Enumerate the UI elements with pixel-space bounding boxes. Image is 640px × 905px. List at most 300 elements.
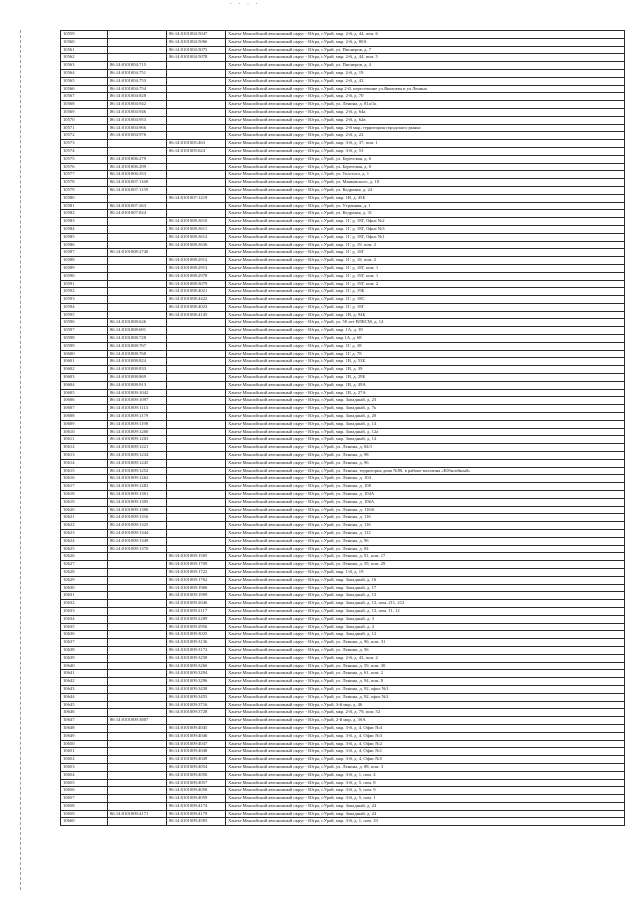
premises-cadastral-cell	[167, 459, 226, 467]
premises-cadastral-cell	[167, 116, 226, 124]
premises-cadastral-cell: 86:14:0101008:3079	[167, 280, 226, 288]
address-cell: Ханты-Мансийский автономный округ - Югра, г.Урай, мкр. 3-й, д. 4, Офис №1	[226, 748, 625, 756]
premises-cadastral-cell: 86:14:0101005:463	[167, 140, 226, 148]
premises-cadastral-cell: 86:14:0101009:3455	[167, 693, 226, 701]
address-cell: Ханты-Мансийский автономный округ - Югра, г.Урай, ул. Ленина, д. 81а/1к	[226, 101, 625, 109]
land-cadastral-cell: 86:14:0101009:1203	[108, 436, 167, 444]
address-cell: Ханты-Мансийский автономный округ - Югра, г.Урай, мкр. 1В, д. 49А	[226, 381, 625, 389]
land-cadastral-cell: 86:14:0101008:728	[108, 335, 167, 343]
land-cadastral-cell	[108, 288, 167, 296]
table-row	[61, 381, 625, 389]
premises-cadastral-cell: 86:14:0101009:4058	[167, 787, 226, 795]
land-cadastral-cell: 86:14:0101007:1160	[108, 179, 167, 187]
address-cell: Ханты-Мансийский автономный округ - Югра, г.Урай, мкр. Западный, д. 24	[226, 802, 625, 810]
address-cell: Ханты-Мансийский автономный округ - Югра, г.Урай, ул. Пионеров, д. 4	[226, 62, 625, 70]
address-cell: Ханты-Мансийский автономный округ - Югра, г.Урай, мкр. 1Г, д. 18Г, Офис №3	[226, 225, 625, 233]
row-number-cell: 10628	[61, 568, 108, 576]
address-cell: Ханты-Мансийский автономный округ - Югра, г.Урай, ул. Ленина, д. 91, пом. 17	[226, 553, 625, 561]
land-cadastral-cell: 86:14:0101004:751	[108, 69, 167, 77]
table-row	[61, 646, 625, 654]
row-number-cell: 10595	[61, 311, 108, 319]
land-cadastral-cell	[108, 631, 167, 639]
property-register-table	[60, 30, 625, 826]
row-number-cell: 10647	[61, 717, 108, 725]
register-table-body	[61, 31, 625, 826]
land-cadastral-cell: 86:14:0101009:1245	[108, 459, 167, 467]
address-cell: Ханты-Мансийский автономный округ - Югра, г.Урай, мкр. 1Г, д. 19Г, пом. 2	[226, 280, 625, 288]
table-row	[61, 342, 625, 350]
address-cell: Ханты-Мансийский автономный округ - Югра, г.Урай, мкр. Западный, д. 12а	[226, 428, 625, 436]
address-cell: Ханты-Мансийский автономный округ - Югра, г.Урай, 3-й мкр, д. 46	[226, 701, 625, 709]
table-row	[61, 662, 625, 670]
premises-cadastral-cell	[167, 381, 226, 389]
premises-cadastral-cell: 86:14:0101009:1762	[167, 576, 226, 584]
land-cadastral-cell	[108, 31, 167, 39]
premises-cadastral-cell: 86:14:0101009:1906	[167, 584, 226, 592]
premises-cadastral-cell: 86:14:0101009:3025	[167, 631, 226, 639]
row-number-cell: 10613	[61, 452, 108, 460]
premises-cadastral-cell	[167, 545, 226, 553]
table-row	[61, 405, 625, 413]
row-number-cell: 10589	[61, 264, 108, 272]
land-cadastral-cell: 86:14:0101004:828	[108, 93, 167, 101]
premises-cadastral-cell: 86:14:0101008:2912	[167, 257, 226, 265]
premises-cadastral-cell: 86:14:0101009:1909	[167, 592, 226, 600]
table-row	[61, 701, 625, 709]
table-row	[61, 77, 625, 85]
premises-cadastral-cell	[167, 171, 226, 179]
row-number-cell: 10611	[61, 436, 108, 444]
address-cell: Ханты-Мансийский автономный округ - Югра, г.Урай, ул. Ленина, д. 92, офис №3	[226, 685, 625, 693]
address-cell: Ханты-Мансийский автономный округ - Югра, г.Урай, мкр. Западный, д. 16	[226, 576, 625, 584]
premises-cadastral-cell: 86:14:0101008:3612	[167, 233, 226, 241]
table-row	[61, 46, 625, 54]
table-row	[61, 600, 625, 608]
table-row	[61, 374, 625, 382]
row-number-cell: 10574	[61, 147, 108, 155]
land-cadastral-cell	[108, 748, 167, 756]
address-cell: Ханты-Мансийский автономный округ - Югра, г.Урай, мкр. 1Г, д. 18Г, Офис №2	[226, 218, 625, 226]
table-row	[61, 724, 625, 732]
address-cell: Ханты-Мансийский автономный округ - Югра, г.Урай, мкр. 3-й, д. 5, пом. 9	[226, 787, 625, 795]
land-cadastral-cell	[108, 639, 167, 647]
premises-cadastral-cell: 86:14:0101008:3610	[167, 218, 226, 226]
premises-cadastral-cell	[167, 452, 226, 460]
address-cell: Ханты-Мансийский автономный округ - Югра, г.Урай, ул. Толстого, д. 1	[226, 171, 625, 179]
premises-cadastral-cell: 86:14:0101009:3266	[167, 662, 226, 670]
address-cell: Ханты-Мансийский автономный округ - Югра, г.Урай, мкр. 3-й, д. 4, Офис №2	[226, 740, 625, 748]
land-cadastral-cell: 86:14:0101009:1301	[108, 491, 167, 499]
land-cadastral-cell: 86:14:0101004:754	[108, 85, 167, 93]
table-row	[61, 771, 625, 779]
row-number-cell: 10586	[61, 241, 108, 249]
land-cadastral-cell: 86:14:0101008:824	[108, 358, 167, 366]
row-number-cell: 10597	[61, 327, 108, 335]
land-cadastral-cell	[108, 225, 167, 233]
table-row	[61, 210, 625, 218]
address-cell: Ханты-Мансийский автономный округ - Югра, г.Урай, мкр. 1Г, д. 19Б	[226, 288, 625, 296]
row-number-cell: 10585	[61, 233, 108, 241]
land-cadastral-cell	[108, 140, 167, 148]
table-row	[61, 498, 625, 506]
table-row	[61, 623, 625, 631]
row-number-cell: 10640	[61, 662, 108, 670]
row-number-cell: 10608	[61, 413, 108, 421]
land-cadastral-cell	[108, 38, 167, 46]
address-cell: Ханты-Мансийский автономный округ - Югра, г.Урай, ул. Ленина, д. 108	[226, 483, 625, 491]
table-row	[61, 615, 625, 623]
row-number-cell: 10638	[61, 646, 108, 654]
table-row	[61, 132, 625, 140]
premises-cadastral-cell	[167, 428, 226, 436]
premises-cadastral-cell: 86:14:0101009:3438	[167, 685, 226, 693]
premises-cadastral-cell	[167, 155, 226, 163]
address-cell: Ханты-Мансийский автономный округ - Югра, г.Урай, ул. Ленина, д. 106А	[226, 498, 625, 506]
row-number-cell: 10616	[61, 475, 108, 483]
land-cadastral-cell: 86:14:0101009:1179	[108, 413, 167, 421]
address-cell: Ханты-Мансийский автономный округ - Югра, г.Урай, мкр. 2-й, д. 70	[226, 93, 625, 101]
address-cell: Ханты-Мансийский автономный округ - Югра, г.Урай, мкр. 3-й, д. 1, пом. 4	[226, 771, 625, 779]
premises-cadastral-cell	[167, 202, 226, 210]
land-cadastral-cell	[108, 303, 167, 311]
land-cadastral-cell	[108, 615, 167, 623]
premises-cadastral-cell: 86:14:0101009:3258	[167, 654, 226, 662]
address-cell: Ханты-Мансийский автономный округ - Югра, г.Урай, мкр. 1Г, д. 18Г	[226, 249, 625, 257]
row-number-cell: 10631	[61, 592, 108, 600]
land-cadastral-cell	[108, 584, 167, 592]
row-number-cell: 10567	[61, 93, 108, 101]
land-cadastral-cell: 86:14:0101008:767	[108, 342, 167, 350]
address-cell: Ханты-Мансийский автономный округ - Югра, г.Урай, мкр. 1В, д. 53Б	[226, 358, 625, 366]
address-cell: Ханты-Мансийский автономный округ - Югра, г.Урай, мкр. 1В, д. 27А	[226, 389, 625, 397]
table-row	[61, 475, 625, 483]
table-row	[61, 389, 625, 397]
row-number-cell: 10644	[61, 693, 108, 701]
table-row	[61, 319, 625, 327]
row-number-cell: 10656	[61, 787, 108, 795]
land-cadastral-cell	[108, 218, 167, 226]
table-row	[61, 257, 625, 265]
address-cell: Ханты-Мансийский автономный округ - Югра, г.Урай, мкр. Западный, д. 13	[226, 592, 625, 600]
land-cadastral-cell: 86:14:0101006:353	[108, 171, 167, 179]
premises-cadastral-cell: 86:14:0101009:1709	[167, 561, 226, 569]
premises-cadastral-cell: 86:14:0101009:4179	[167, 810, 226, 818]
premises-cadastral-cell: 86:14:0101009:3716	[167, 701, 226, 709]
land-cadastral-cell: 86:14:0101009:1252	[108, 467, 167, 475]
table-row	[61, 241, 625, 249]
table-row	[61, 561, 625, 569]
land-cadastral-cell	[108, 709, 167, 717]
address-cell: Ханты-Мансийский автономный округ - Югра, г.Урай, мкр. Западный, д. 14	[226, 420, 625, 428]
table-row	[61, 693, 625, 701]
premises-cadastral-cell: 86:14:0101008:4023	[167, 303, 226, 311]
table-row	[61, 530, 625, 538]
table-row	[61, 85, 625, 93]
table-row	[61, 467, 625, 475]
table-row	[61, 584, 625, 592]
table-row	[61, 311, 625, 319]
table-row	[61, 459, 625, 467]
land-cadastral-cell: 86:14:0101009:1198	[108, 420, 167, 428]
land-cadastral-cell: 86:14:0101009:1042	[108, 389, 167, 397]
table-row	[61, 288, 625, 296]
table-row	[61, 124, 625, 132]
row-number-cell: 10630	[61, 584, 108, 592]
row-number-cell: 10642	[61, 678, 108, 686]
table-row	[61, 194, 625, 202]
row-number-cell: 10571	[61, 124, 108, 132]
premises-cadastral-cell	[167, 62, 226, 70]
premises-cadastral-cell	[167, 444, 226, 452]
premises-cadastral-cell: 86:14:0101008:2913	[167, 264, 226, 272]
address-cell: Ханты-Мансийский автономный округ - Югра, г.Урай, ул. Ленина, д. 116	[226, 522, 625, 530]
address-cell: Ханты-Мансийский автономный округ - Югра, г.Урай, ул. Ленина, д. 61, пом. 2	[226, 670, 625, 678]
land-cadastral-cell: 86:14:0101007:824	[108, 210, 167, 218]
premises-cadastral-cell	[167, 397, 226, 405]
land-cadastral-cell: 86:14:0101008:833	[108, 366, 167, 374]
table-row	[61, 186, 625, 194]
table-row	[61, 179, 625, 187]
row-number-cell: 10607	[61, 405, 108, 413]
premises-cadastral-cell: 86:14:0101005:624	[167, 147, 226, 155]
land-cadastral-cell	[108, 802, 167, 810]
row-number-cell: 10565	[61, 77, 108, 85]
address-cell: Ханты-Мансийский автономный округ - Югра, г.Урай, мкр. 1Г, д. 18Г	[226, 303, 625, 311]
address-cell: Ханты-Мансийский автономный округ - Югра, г.Урай, мкр. Западный, д. 14	[226, 436, 625, 444]
row-number-cell: 10582	[61, 210, 108, 218]
table-row	[61, 69, 625, 77]
premises-cadastral-cell	[167, 327, 226, 335]
land-cadastral-cell	[108, 795, 167, 803]
address-cell: Ханты-Мансийский автономный округ - Югра, г.Урай, мкр. Западный, д. 17	[226, 584, 625, 592]
table-row	[61, 38, 625, 46]
table-row	[61, 748, 625, 756]
row-number-cell: 10587	[61, 249, 108, 257]
premises-cadastral-cell	[167, 319, 226, 327]
address-cell: Ханты-Мансийский автономный округ - Югра, г.Урай, ул. Береговая, д. 8	[226, 163, 625, 171]
row-number-cell: 10600	[61, 350, 108, 358]
land-cadastral-cell: 86:14:0101006:279	[108, 155, 167, 163]
address-cell: Ханты-Мансийский автономный округ - Югра, г.Урай, ул. Пионеров, д. 7	[226, 46, 625, 54]
table-row	[61, 436, 625, 444]
address-cell: Ханты-Мансийский автономный округ - Югра, г.Урай, ул. Кедровая, д. 31	[226, 210, 625, 218]
premises-cadastral-cell	[167, 413, 226, 421]
premises-cadastral-cell: 86:14:0101009:1505	[167, 553, 226, 561]
land-cadastral-cell: 86:14:0101009:1221	[108, 444, 167, 452]
premises-cadastral-cell: 86:14:0101008:4021	[167, 288, 226, 296]
table-row	[61, 225, 625, 233]
address-cell: Ханты-Мансийский автономный округ - Югра, г.Урай, мкр. 2-й, д. 80А	[226, 38, 625, 46]
row-number-cell: 10598	[61, 335, 108, 343]
address-cell: Ханты-Мансийский автономный округ - Югра, г.Урай, мкр. 3-й, д. 4, Офис №4	[226, 724, 625, 732]
land-cadastral-cell	[108, 654, 167, 662]
address-cell: Ханты-Мансийский автономный округ - Югра, г.Урай, мкр. 2-й, д. 44, пом. 6	[226, 31, 625, 39]
land-cadastral-cell	[108, 732, 167, 740]
row-number-cell: 10633	[61, 607, 108, 615]
land-cadastral-cell: 86:14:0101004:753	[108, 77, 167, 85]
row-number-cell: 10573	[61, 140, 108, 148]
row-number-cell: 10568	[61, 101, 108, 109]
land-cadastral-cell	[108, 600, 167, 608]
address-cell: Ханты-Мансийский автономный округ - Югра, г.Урай, мкр. 1Г, д. 18Г, Офис №1	[226, 233, 625, 241]
land-cadastral-cell: 86:14:0101009:4171	[108, 810, 167, 818]
land-cadastral-cell: 86:14:0101004:942	[108, 101, 167, 109]
land-cadastral-cell: 86:14:0101004:715	[108, 62, 167, 70]
row-number-cell: 10564	[61, 69, 108, 77]
row-number-cell: 10569	[61, 108, 108, 116]
address-cell: Ханты-Мансийский автономный округ - Югра, г.Урай, мкр. 1В, д. 39	[226, 366, 625, 374]
table-row	[61, 397, 625, 405]
address-cell: Ханты-Мансийский автономный округ - Югра, г.Урай, мкр. Западный, д. 20	[226, 413, 625, 421]
land-cadastral-cell	[108, 701, 167, 709]
row-number-cell: 10594	[61, 303, 108, 311]
premises-cadastral-cell: 86:14:0101009:3136	[167, 639, 226, 647]
table-row	[61, 280, 625, 288]
premises-cadastral-cell	[167, 475, 226, 483]
row-number-cell: 10580	[61, 194, 108, 202]
land-cadastral-cell: 86:14:0101009:1262	[108, 475, 167, 483]
premises-cadastral-cell: 86:14:0101008:2978	[167, 272, 226, 280]
table-row	[61, 779, 625, 787]
premises-cadastral-cell	[167, 93, 226, 101]
land-cadastral-cell	[108, 740, 167, 748]
address-cell: Ханты-Мансийский автономный округ - Югра, г.Урай, мкр. 3-й, д. 4, Офис №5	[226, 756, 625, 764]
table-row	[61, 296, 625, 304]
address-cell: Ханты-Мансийский автономный округ - Югра, г.Урай, мкр. 1Г, д. 18Г, пом. 1	[226, 264, 625, 272]
address-cell: Ханты-Мансийский автономный округ - Югра, г.Урай, мкр. 2-й, д. 19	[226, 69, 625, 77]
table-row	[61, 522, 625, 530]
land-cadastral-cell: 86:14:0101008:691	[108, 327, 167, 335]
row-number-cell: 10572	[61, 132, 108, 140]
premises-cadastral-cell: 86:14:0101008:4145	[167, 311, 226, 319]
address-cell: Ханты-Мансийский автономный округ - Югра, г.Урай, ул. Ленина, д. 96	[226, 459, 625, 467]
premises-cadastral-cell	[167, 436, 226, 444]
row-number-cell: 10602	[61, 366, 108, 374]
address-cell: Ханты-Мансийский автономный округ - Югра, г.Урай, ул. Ленина, д. 104А	[226, 491, 625, 499]
land-cadastral-cell: 86:14:0101006:299	[108, 163, 167, 171]
premises-cadastral-cell: 86:14:0101009:4056	[167, 771, 226, 779]
table-row	[61, 568, 625, 576]
land-cadastral-cell	[108, 818, 167, 826]
address-cell: Ханты-Мансийский автономный округ - Югра, г.Урай, мкр. 1Г, д. 18С	[226, 296, 625, 304]
address-cell: Ханты-Мансийский автономный округ - Югра, г.Урай, мкр. Западный, д. 4	[226, 623, 625, 631]
land-cadastral-cell: 86:14:0101009:1306	[108, 506, 167, 514]
address-cell: Ханты-Мансийский автономный округ - Югра, г.Урай, ул. Ленина, д. 56	[226, 646, 625, 654]
land-cadastral-cell	[108, 272, 167, 280]
row-number-cell: 10606	[61, 397, 108, 405]
row-number-cell: 10615	[61, 467, 108, 475]
table-row	[61, 31, 625, 39]
address-cell: Ханты-Мансийский автономный округ - Югра, г.Урай, мкр. 3-й, д. 5, пом. 1	[226, 795, 625, 803]
row-number-cell: 10604	[61, 381, 108, 389]
table-row	[61, 787, 625, 795]
address-cell: Ханты-Мансийский автономный округ - Югра, г.Урай, ул. Ленина, д. 104	[226, 475, 625, 483]
table-row	[61, 795, 625, 803]
land-cadastral-cell	[108, 771, 167, 779]
row-number-cell: 10651	[61, 748, 108, 756]
land-cadastral-cell	[108, 147, 167, 155]
premises-cadastral-cell	[167, 335, 226, 343]
table-row	[61, 639, 625, 647]
premises-cadastral-cell	[167, 389, 226, 397]
table-row	[61, 756, 625, 764]
premises-cadastral-cell: 86:14:0101009:4174	[167, 802, 226, 810]
address-cell: Ханты-Мансийский автономный округ - Югра, г.Урай, мкр. 3-й, д. 1, пом. 33	[226, 818, 625, 826]
land-cadastral-cell: 86:14:0101008:913	[108, 381, 167, 389]
table-row	[61, 576, 625, 584]
land-cadastral-cell	[108, 607, 167, 615]
address-cell: Ханты-Мансийский автономный округ - Югра, г.Урай, ул. Ленина, д. 116	[226, 514, 625, 522]
land-cadastral-cell	[108, 553, 167, 561]
table-row	[61, 740, 625, 748]
address-cell: Ханты-Мансийский автономный округ - Югра, г.Урай, 2-й мкр, д. 3бА	[226, 717, 625, 725]
address-cell: Ханты-Мансийский автономный округ - Югра, г.Урай, мкр. 1В, д. 45Б	[226, 194, 625, 202]
land-cadastral-cell	[108, 194, 167, 202]
address-cell: Ханты-Мансийский автономный округ - Югра, г.Урай, мкр. Западный, д. 7к	[226, 405, 625, 413]
table-row	[61, 335, 625, 343]
address-cell: Ханты-Мансийский автономный округ - Югра, г.Урай, мкр. 2-й, д. 62в	[226, 116, 625, 124]
row-number-cell: 10575	[61, 155, 108, 163]
premises-cadastral-cell: 86:14:0101008:4422	[167, 296, 226, 304]
row-number-cell: 10637	[61, 639, 108, 647]
table-row	[61, 444, 625, 452]
row-number-cell: 10579	[61, 186, 108, 194]
row-number-cell: 10618	[61, 491, 108, 499]
address-cell: Ханты-Мансийский автономный округ - Югра, г.Урай, мкр. 1Г, д. 18, пом. 2	[226, 257, 625, 265]
address-cell: Ханты-Мансийский автономный округ - Югра, г.Урай, ул. Кедровая, д. 24	[226, 186, 625, 194]
land-cadastral-cell: 86:14:0101004:946	[108, 108, 167, 116]
row-number-cell: 10626	[61, 553, 108, 561]
premises-cadastral-cell	[167, 530, 226, 538]
premises-cadastral-cell	[167, 249, 226, 257]
table-row	[61, 810, 625, 818]
table-row	[61, 428, 625, 436]
premises-cadastral-cell: 86:14:0101009:2046	[167, 600, 226, 608]
premises-cadastral-cell: 86:14:0101009:4054	[167, 763, 226, 771]
premises-cadastral-cell: 86:14:0101004:5047	[167, 31, 226, 39]
address-cell: Ханты-Мансийский автономный округ - Югра, г.Урай, мкр. 3-й, д. 37, пом. 1	[226, 140, 625, 148]
address-cell: Ханты-Мансийский автономный округ - Югра, г.Урай, мкр. 3-й, д. 5, пом. 8	[226, 779, 625, 787]
row-number-cell: 10636	[61, 631, 108, 639]
address-cell: Ханты-Мансийский автономный округ - Югра, г.Урай, мкр. 2-й, д. 22	[226, 132, 625, 140]
row-number-cell: 10603	[61, 374, 108, 382]
table-row	[61, 249, 625, 257]
table-row	[61, 366, 625, 374]
binding-edge-line	[20, 30, 22, 890]
address-cell: Ханты-Мансийский автономный округ - Югра, г.Урай, мкр. Западный, д. 13, пом. 11, 12	[226, 607, 625, 615]
row-number-cell: 10625	[61, 545, 108, 553]
premises-cadastral-cell: 86:14:0101004:5075	[167, 46, 226, 54]
address-cell: Ханты-Мансийский автономный округ - Югра, г.Урай, ул. Береговая, д. 6	[226, 155, 625, 163]
address-cell: Ханты-Мансийский автономный округ - Югра, г.Урай, ул. Ленина, д. 59, пом. 29	[226, 561, 625, 569]
address-cell: Ханты-Мансийский автономный округ - Югра, г.Урай, мкр. 2-й, д. 64а	[226, 108, 625, 116]
address-cell: Ханты-Мансийский автономный округ - Югра, г.Урай, мкр. Западный, д. 3	[226, 615, 625, 623]
premises-cadastral-cell	[167, 522, 226, 530]
premises-cadastral-cell	[167, 467, 226, 475]
land-cadastral-cell: 86:14:0101009:3807	[108, 717, 167, 725]
table-row	[61, 670, 625, 678]
row-number-cell: 10599	[61, 342, 108, 350]
address-cell: Ханты-Мансийский автономный округ - Югра, г.Урай, мкр. 1В, д. 29Б	[226, 374, 625, 382]
row-number-cell: 10652	[61, 756, 108, 764]
row-number-cell: 10577	[61, 171, 108, 179]
row-number-cell: 10634	[61, 615, 108, 623]
premises-cadastral-cell	[167, 342, 226, 350]
row-number-cell: 10584	[61, 225, 108, 233]
table-row	[61, 140, 625, 148]
row-number-cell: 10563	[61, 62, 108, 70]
row-number-cell: 10583	[61, 218, 108, 226]
